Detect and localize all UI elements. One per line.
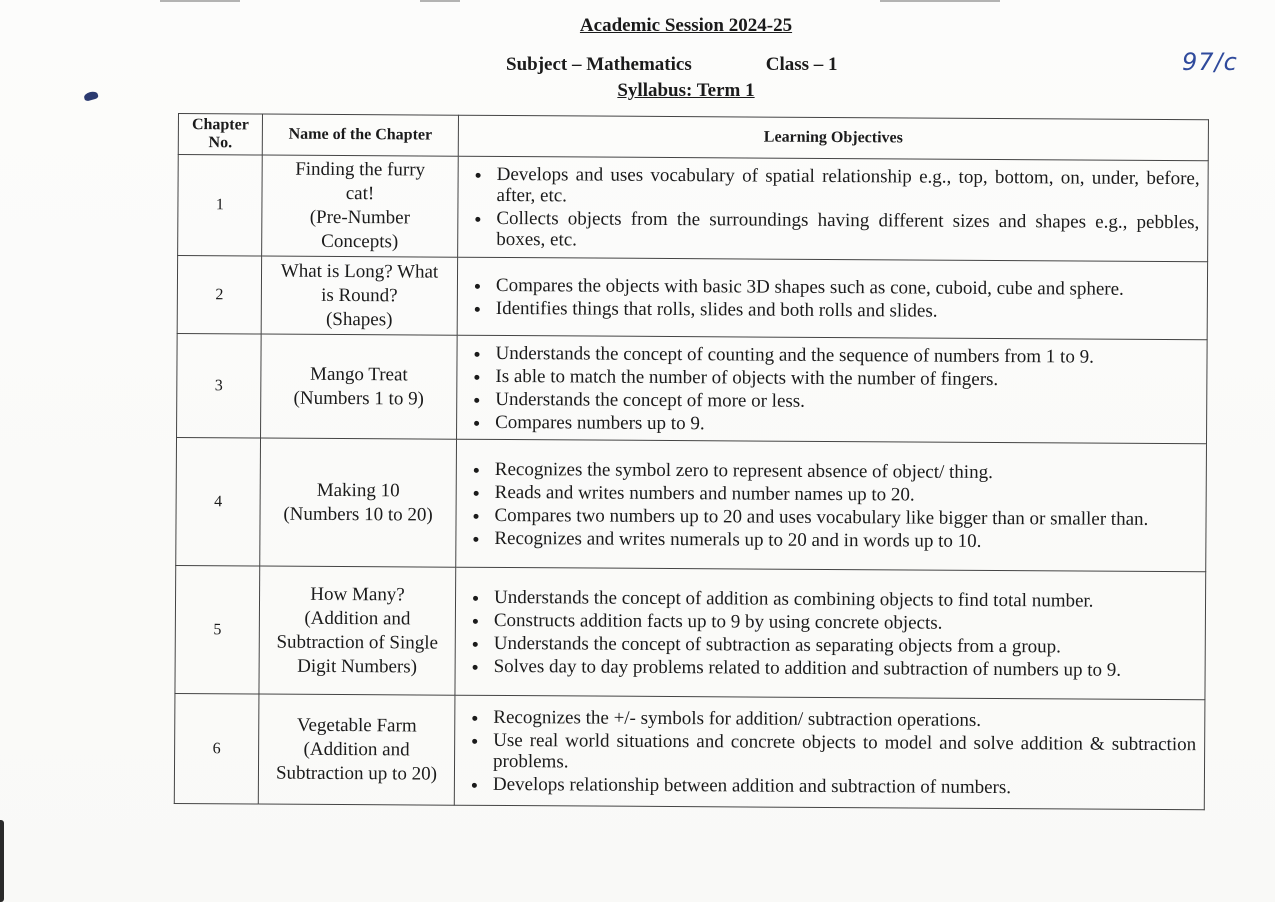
objective-list [462,458,1198,552]
objective-item: • Reads and writes numbers and number names up to 20. [491,481,1198,506]
table-header-row [178,114,1208,161]
table-row [175,565,1206,699]
objective-item: • Understands the concept of addition as combining objects to find total number. [490,586,1197,611]
objective-list [462,586,1198,680]
table-row [178,155,1209,262]
syllabus-table-wrapper [174,113,1208,810]
chapter-number: 1 [178,155,263,257]
objective-item: • Solves day to day problems related to addition and subtraction of numbers up to 9. [490,655,1197,680]
table-row [177,256,1207,340]
subject-line [506,54,838,76]
objective-item: • Compares numbers up to 9. [491,411,1198,436]
chapter-name-line: Digit Numbers) [297,655,418,677]
chapter-name-line: Finding the furry [295,158,426,181]
table-row [177,333,1208,443]
chapter-name-line: Subtraction of Single [276,631,439,654]
chapter-number: 6 [174,693,259,804]
objective-item: • Understands the concept of subtraction as separating objects from a group. [490,632,1197,657]
learning-objectives [458,156,1209,262]
chapter-name-line: Concepts) [321,230,399,253]
chapter-name-line: (Addition and [304,607,411,629]
objective-item: • Recognizes the +/- symbols for addition/ subtraction operations. [489,706,1196,731]
objective-item: • Compares two numbers up to 20 and uses vocabulary like bigger than or smaller than. [490,504,1197,529]
objective-list [464,274,1199,322]
chapter-name-line: (Shapes) [325,308,393,330]
objective-item: • Understands the concept of more or less. [491,388,1198,413]
chapter-name-line: Subtraction up to 20) [275,762,438,785]
objective-list [463,342,1199,436]
learning-objectives [457,335,1208,444]
objective-list [461,706,1197,798]
header-learning-objectives: Learning Objectives [458,115,1208,161]
learning-objectives [454,695,1205,810]
objective-item: • Collects objects from the surroundings having different sizes and shapes e.g., pebbles, boxes, etc. [492,208,1199,254]
header-chapter-no: Chapter No. [178,114,262,156]
learning-objectives [455,567,1206,700]
learning-objectives [456,439,1207,572]
objective-item: • Compares the objects with basic 3D shapes such as cone, cuboid, cube and sphere. [492,274,1199,299]
table-body [174,155,1208,810]
objective-item: • Develops relationship between addition and subtraction of numbers. [489,773,1196,798]
chapter-number: 3 [177,333,262,438]
objective-item: • Use real world situations and concrete objects to model and solve addition & subtraction problems. [489,729,1196,775]
chapter-name-line: Vegetable Farm [296,714,417,736]
chapter-name-line: Mango Treat [310,363,408,385]
objective-list [464,164,1200,254]
chapter-number: 2 [177,256,261,335]
scan-artifact [420,0,460,2]
chapter-number: 5 [175,565,260,694]
chapter-name [259,566,456,695]
chapter-name [261,256,457,335]
learning-objectives [457,257,1207,340]
objective-item: • Is able to match the number of objects with the number of fingers. [491,365,1198,390]
objective-item: • Identifies things that rolls, slides and both rolls and slides. [492,297,1199,322]
ink-mark [83,90,99,101]
scan-artifact [880,0,1000,2]
chapter-name-line: (Pre-Number [309,206,411,229]
binding-edge [0,820,4,902]
syllabus-title: Syllabus: Term 1 [617,80,755,101]
chapter-name-line: Making 10 [316,479,400,501]
objective-item: • Understands the concept of counting and the sequence of numbers from 1 to 9. [491,342,1198,367]
objective-item: • Recognizes and writes numerals up to 20 and in words up to 10. [490,527,1197,552]
chapter-name [258,694,455,805]
chapter-name-line: How Many? [310,583,405,605]
chapter-name-line: (Numbers 10 to 20) [283,503,433,526]
header-chapter-name: Name of the Chapter [262,114,458,156]
objective-item: • Develops and uses vocabulary of spatial relationship e.g., top, bottom, on, under, before, after, etc. [492,164,1199,210]
chapter-name [260,438,457,567]
chapter-name-line: What is Long? What [280,260,439,283]
scan-artifact [160,0,240,2]
syllabus-table [174,113,1209,810]
chapter-name-line: is Round? [321,284,398,306]
table-row [176,437,1207,571]
session-title: Academic Session 2024-25 [579,15,793,36]
subject-label: Subject – Mathematics [506,54,692,75]
chapter-name-line: cat! [345,183,375,205]
objective-item: • Recognizes the symbol zero to represent absence of object/ thing. [491,458,1198,483]
chapter-name-line: (Numbers 1 to 9) [293,387,424,410]
handwritten-note: 97/c [1182,48,1238,76]
chapter-name-line: (Addition and [303,738,410,760]
objective-item: • Constructs addition facts up to 9 by using concrete objects. [490,609,1197,634]
chapter-name [261,334,458,439]
chapter-number: 4 [176,437,261,566]
table-row [174,693,1205,809]
chapter-name [262,155,459,257]
class-label: Class – 1 [765,54,838,75]
